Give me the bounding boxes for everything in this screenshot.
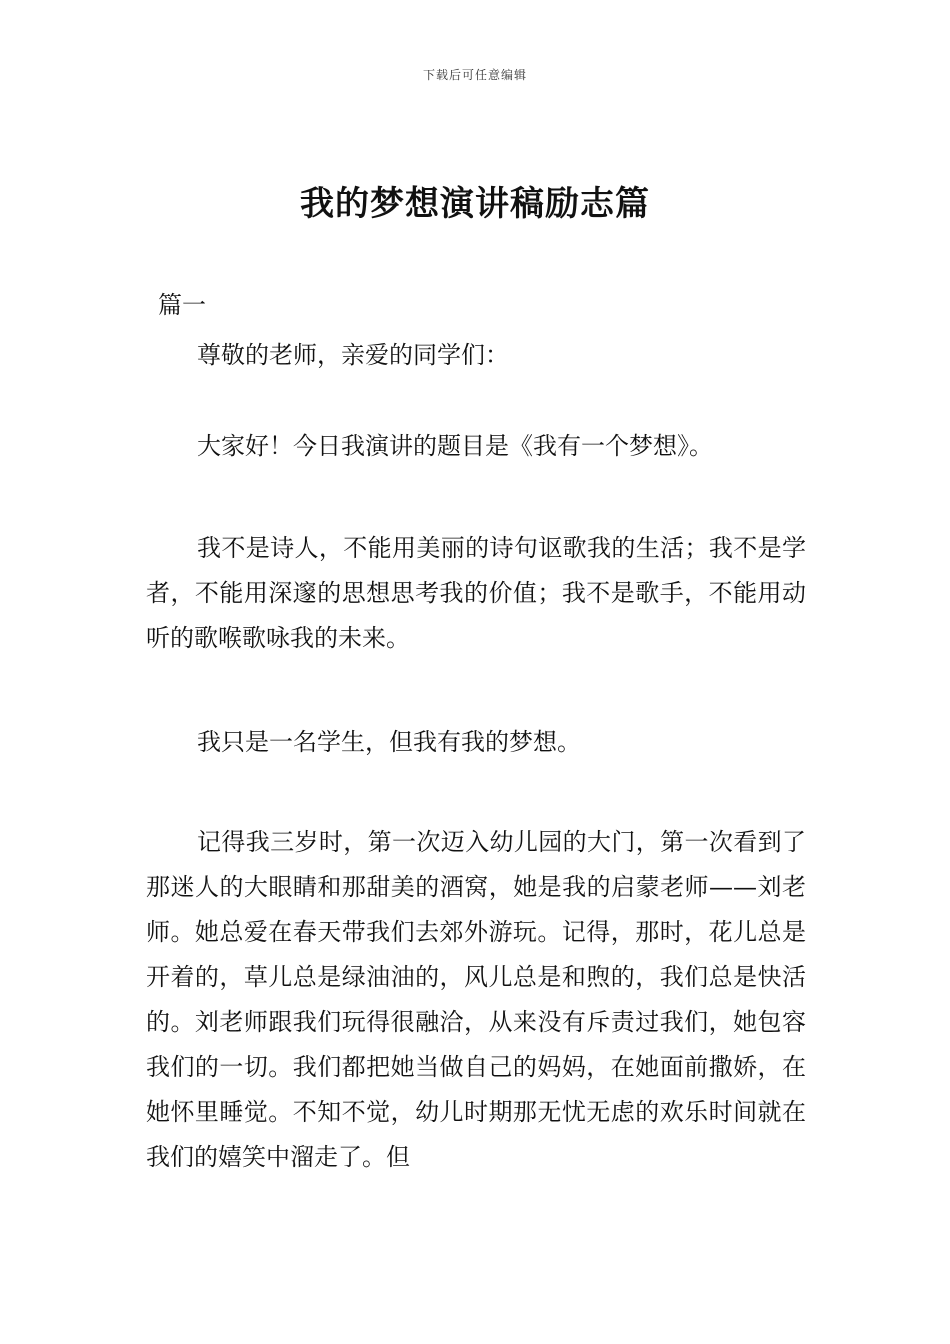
greeting-line: 尊敬的老师，亲爱的同学们：	[197, 341, 509, 369]
paragraph-2: 我不是诗人，不能用美丽的诗句讴歌我的生活；我不是学者，不能用深邃的思想思考我的价值；我不是歌手，不能用动听的歌喉歌咏我的未来。	[146, 534, 806, 652]
paragraph-4: 记得我三岁时，第一次迈入幼儿园的大门，第一次看到了那迷人的大眼睛和那甜美的酒窝，她是我的启蒙老师——刘老师。她总爱在春天带我们去郊外游玩。记得，那时，花儿总是开着的，草儿总是绿油油的，风儿总是和煦的，我们总是快活的。刘老师跟我们玩得很融洽，从来没有斥责过我们，她包容我们的一切。我们都把她当做自己的妈妈，在她面前撒娇，在她怀里睡觉。不知不觉，幼儿时期那无忧无虑的欢乐时间就在我们的嬉笑中溜走了。但	[146, 828, 806, 1171]
document-title: 我的梦想演讲稿励志篇	[300, 184, 650, 224]
paragraph-1: 大家好！今日我演讲的题目是《我有一个梦想》。	[197, 432, 713, 460]
paragraph-3: 我只是一名学生，但我有我的梦想。	[197, 728, 581, 756]
section-label: 篇一	[158, 291, 206, 319]
page-header-note: 下载后可任意编辑	[422, 68, 527, 82]
